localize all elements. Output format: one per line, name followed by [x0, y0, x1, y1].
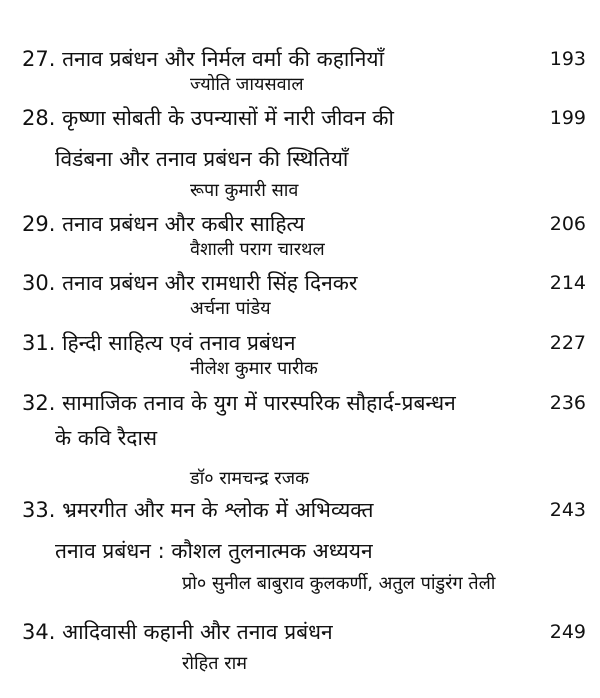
entry-page-number: 243 — [549, 499, 586, 521]
entry-author: प्रो० सुनील बाबुराव कुलकर्णी, अतुल पांडुरंग तेली — [182, 573, 496, 594]
entry-page-number: 206 — [549, 213, 586, 235]
entry-title: 29. तनाव प्रबंधन और कबीर साहित्य — [22, 212, 305, 236]
entry-author: नीलेश कुमार पारीक — [190, 358, 318, 379]
entry-title-continued: तनाव प्रबंधन : कौशल तुलनात्मक अध्ययन — [55, 539, 373, 563]
entry-page-number: 199 — [549, 107, 586, 129]
entry-title: 34. आदिवासी कहानी और तनाव प्रबंधन — [22, 620, 333, 644]
entry-author: रोहित राम — [182, 653, 248, 674]
entry-author: ज्योति जायसवाल — [190, 74, 304, 95]
entry-author: अर्चना पांडेय — [190, 298, 271, 319]
entry-title-continued: के कवि रैदास — [55, 426, 158, 450]
entry-author: वैशाली पराग चारथल — [190, 239, 325, 260]
entry-title: 28. कृष्णा सोबती के उपन्यासों में नारी जीवन की — [22, 106, 394, 130]
entry-title: 31. हिन्दी साहित्य एवं तनाव प्रबंधन — [22, 331, 296, 355]
entry-page-number: 214 — [549, 272, 586, 294]
entry-author: रूपा कुमारी साव — [190, 180, 299, 201]
entry-title: 27. तनाव प्रबंधन और निर्मल वर्मा की कहानियाँ — [22, 47, 385, 71]
entry-title: 30. तनाव प्रबंधन और रामधारी सिंह दिनकर — [22, 271, 358, 295]
entry-page-number: 193 — [549, 48, 586, 70]
entry-page-number: 236 — [549, 392, 586, 414]
entry-page-number: 227 — [549, 332, 586, 354]
entry-author: डॉ० रामचन्द्र रजक — [190, 468, 309, 489]
entry-title-continued: विडंबना और तनाव प्रबंधन की स्थितियाँ — [55, 147, 349, 171]
entry-title: 33. भ्रमरगीत और मन के श्लोक में अभिव्यक्त — [22, 498, 374, 522]
entry-title: 32. सामाजिक तनाव के युग में पारस्परिक सौहार्द-प्रबन्धन — [22, 391, 456, 415]
entry-page-number: 249 — [549, 621, 586, 643]
